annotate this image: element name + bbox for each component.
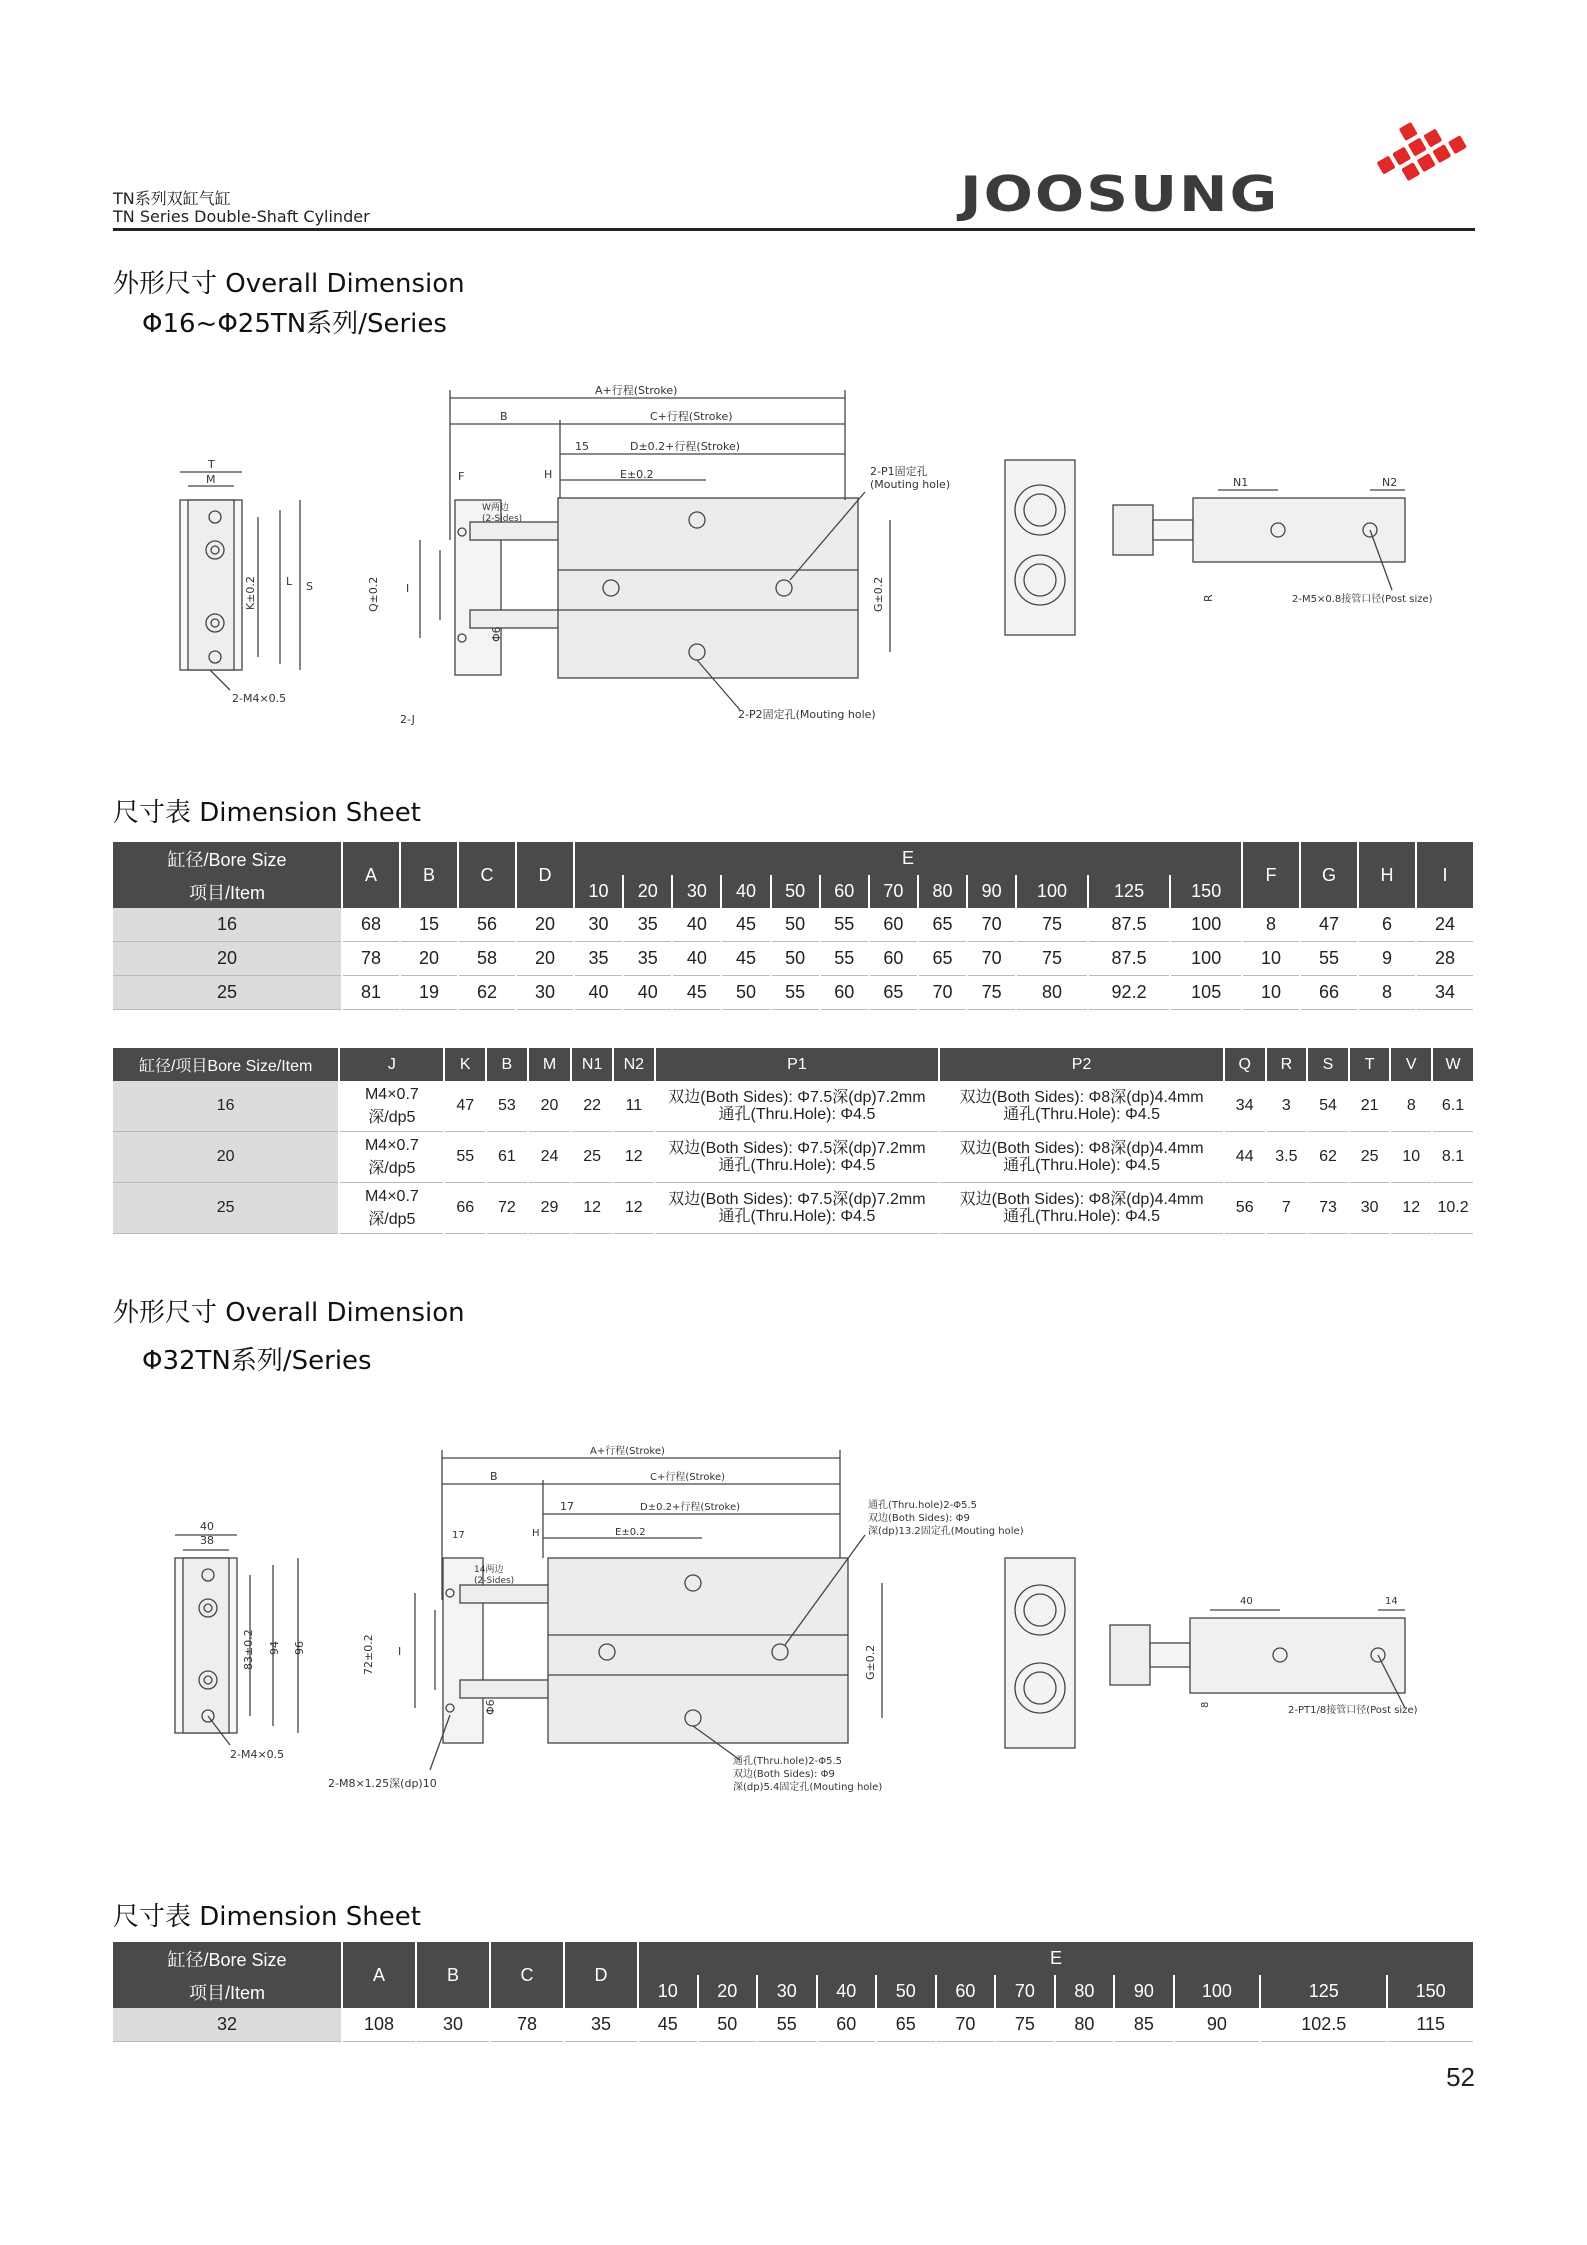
label-p1: 2-P1固定孔 bbox=[870, 465, 928, 478]
cell: 100 bbox=[1170, 942, 1242, 976]
j-cell bbox=[339, 1183, 444, 1234]
table3-title: 尺寸表 Dimension Sheet bbox=[113, 1902, 421, 1932]
col-g-header: G bbox=[1300, 842, 1358, 908]
p2-cell bbox=[939, 1183, 1224, 1234]
label-m8: 2-M8×1.25深(dp)10 bbox=[328, 1777, 437, 1790]
brand-logo-icon bbox=[1368, 108, 1478, 198]
col-header: P1 bbox=[655, 1048, 940, 1081]
cell: 20 bbox=[400, 942, 458, 976]
label-e: E±0.2 bbox=[620, 468, 654, 481]
label-m4: 2-M4×0.5 bbox=[232, 692, 287, 705]
cell: 65 bbox=[876, 2008, 936, 2042]
j-cell bbox=[339, 1132, 444, 1183]
cell: 66 bbox=[1300, 976, 1358, 1010]
p1-cell bbox=[655, 1132, 940, 1183]
cell: 56 bbox=[458, 908, 516, 942]
label-a-stroke: A+行程(Stroke) bbox=[595, 384, 678, 397]
cell: 7 bbox=[1266, 1183, 1308, 1234]
cell: 70 bbox=[967, 908, 1016, 942]
cell: 10 bbox=[1242, 976, 1300, 1010]
e-stroke-header: 60 bbox=[820, 875, 869, 908]
col-header: M bbox=[528, 1048, 572, 1081]
cell: 75 bbox=[995, 2008, 1055, 2042]
cell: 35 bbox=[574, 942, 623, 976]
cell: 55 bbox=[820, 908, 869, 942]
e-stroke-header: 70 bbox=[995, 1975, 1055, 2008]
label-96: 96 bbox=[293, 1641, 306, 1655]
col-header: B bbox=[486, 1048, 528, 1081]
col-header: K bbox=[444, 1048, 486, 1081]
cell: 54 bbox=[1307, 1081, 1349, 1132]
cell: 10.2 bbox=[1432, 1183, 1474, 1234]
col-c-header: C bbox=[490, 1942, 564, 2008]
label-15: 15 bbox=[575, 440, 589, 453]
cell: 55 bbox=[757, 2008, 817, 2042]
cell: 35 bbox=[564, 2008, 638, 2042]
e-stroke-header: 40 bbox=[721, 875, 770, 908]
cell: 40 bbox=[623, 976, 672, 1010]
col-e-header: E bbox=[638, 1942, 1474, 1975]
cell: 45 bbox=[638, 2008, 698, 2042]
series-title bbox=[113, 190, 370, 226]
label-40: 40 bbox=[200, 1520, 214, 1533]
cell: 28 bbox=[1416, 942, 1474, 976]
e-stroke-header: 50 bbox=[771, 875, 820, 908]
cell: 65 bbox=[869, 976, 918, 1010]
header-rule bbox=[113, 228, 1475, 231]
p1-line2: 通孔(Thru.Hole): Φ4.5 bbox=[718, 1208, 876, 1225]
col-header: J bbox=[339, 1048, 444, 1081]
dimension-table-16-25 bbox=[113, 842, 1475, 1010]
p1-line2: 通孔(Thru.Hole): Φ4.5 bbox=[718, 1106, 876, 1123]
cell: 58 bbox=[458, 942, 516, 976]
label-r14: 14 bbox=[1385, 1596, 1398, 1607]
e-stroke-header: 10 bbox=[574, 875, 623, 908]
label-j: 2-J bbox=[400, 713, 415, 726]
label-m4: 2-M4×0.5 bbox=[230, 1748, 285, 1761]
cell: 60 bbox=[869, 942, 918, 976]
cell: 12 bbox=[1390, 1183, 1432, 1234]
cell: 29 bbox=[528, 1183, 572, 1234]
label-a-stroke: A+行程(Stroke) bbox=[590, 1446, 665, 1457]
label-phi6: Φ6 bbox=[490, 626, 503, 642]
cell: 78 bbox=[342, 942, 400, 976]
label-top1: 通孔(Thru.hole)2-Φ5.5 bbox=[868, 1500, 978, 1511]
bore-cell: 20 bbox=[113, 942, 342, 976]
p2-line1: 双边(Both Sides): Φ8深(dp)4.4mm bbox=[959, 1191, 1204, 1208]
table-row bbox=[113, 976, 1474, 1010]
top-view-right bbox=[1113, 490, 1405, 590]
label-17b: 17 bbox=[452, 1530, 465, 1541]
cell: 44 bbox=[1224, 1132, 1266, 1183]
cell: 55 bbox=[771, 976, 820, 1010]
cell: 72 bbox=[486, 1183, 528, 1234]
p2-line1: 双边(Both Sides): Φ8深(dp)4.4mm bbox=[959, 1089, 1204, 1106]
cell: 35 bbox=[623, 942, 672, 976]
table-row bbox=[113, 1132, 1474, 1183]
cell: 60 bbox=[817, 2008, 877, 2042]
cell: 45 bbox=[721, 908, 770, 942]
cell: 19 bbox=[400, 976, 458, 1010]
label-p2: 2-P2固定孔(Mouting hole) bbox=[738, 708, 876, 721]
cell: 70 bbox=[967, 942, 1016, 976]
e-stroke-header: 80 bbox=[1055, 1975, 1115, 2008]
col-header: S bbox=[1307, 1048, 1349, 1081]
section2-subtitle: Φ32TN系列/Series bbox=[142, 1346, 372, 1376]
col-b-header: B bbox=[416, 1942, 490, 2008]
e-stroke-header: 90 bbox=[967, 875, 1016, 908]
e-stroke-header: 20 bbox=[623, 875, 672, 908]
item-header: 项目/Item bbox=[113, 875, 342, 908]
cell: 34 bbox=[1416, 976, 1474, 1010]
cell: 20 bbox=[528, 1081, 572, 1132]
cell: 3 bbox=[1266, 1081, 1308, 1132]
front-view bbox=[420, 390, 890, 710]
cell: 60 bbox=[869, 908, 918, 942]
cell: 24 bbox=[528, 1132, 572, 1183]
e-stroke-header: 50 bbox=[876, 1975, 936, 2008]
cell: 78 bbox=[490, 2008, 564, 2042]
j-line1: M4×0.7 bbox=[364, 1085, 419, 1103]
cell: 60 bbox=[820, 976, 869, 1010]
cell: 102.5 bbox=[1260, 2008, 1387, 2042]
cell: 55 bbox=[820, 942, 869, 976]
e-stroke-header: 100 bbox=[1174, 1975, 1261, 2008]
col-header: 缸径/项目Bore Size/Item bbox=[113, 1048, 339, 1081]
cell: 62 bbox=[1307, 1132, 1349, 1183]
label-i: I bbox=[406, 582, 410, 595]
bore-cell: 25 bbox=[113, 1183, 339, 1234]
label-r40: 40 bbox=[1240, 1596, 1253, 1607]
cell: 61 bbox=[486, 1132, 528, 1183]
label-c-stroke: C+行程(Stroke) bbox=[650, 1472, 726, 1483]
label-w-sides2: (2-Sides) bbox=[482, 514, 523, 524]
label-bot2: 双边(Both Sides): Φ9 bbox=[733, 1769, 835, 1780]
label-n2: N2 bbox=[1382, 476, 1398, 489]
cell: 70 bbox=[918, 976, 967, 1010]
item-header: 项目/Item bbox=[113, 1975, 342, 2008]
label-top3: 深(dp)13.2固定孔(Mouting hole) bbox=[868, 1526, 1024, 1537]
cell: 20 bbox=[516, 908, 574, 942]
label-b: B bbox=[500, 410, 508, 423]
cell: 80 bbox=[1016, 976, 1087, 1010]
col-header: V bbox=[1390, 1048, 1432, 1081]
cell: 10 bbox=[1390, 1132, 1432, 1183]
p2-cell bbox=[939, 1081, 1224, 1132]
label-pt: 2-PT1/8接管口径(Post size) bbox=[1288, 1705, 1418, 1716]
label-m5: 2-M5×0.8接管口径(Post size) bbox=[1292, 594, 1433, 605]
label-g: G±0.2 bbox=[872, 576, 885, 612]
label-h: H bbox=[532, 1528, 540, 1539]
cell: 8 bbox=[1358, 976, 1416, 1010]
cell: 87.5 bbox=[1088, 908, 1171, 942]
cell: 25 bbox=[1349, 1132, 1391, 1183]
page-number: 52 bbox=[1446, 2062, 1475, 2092]
col-header: Q bbox=[1224, 1048, 1266, 1081]
cell: 6 bbox=[1358, 908, 1416, 942]
cell: 75 bbox=[1016, 908, 1087, 942]
label-14-sides: 14两边 bbox=[474, 1565, 504, 1575]
label-top2: 双边(Both Sides): Φ9 bbox=[868, 1513, 970, 1524]
e-stroke-header: 20 bbox=[698, 1975, 758, 2008]
cell: 45 bbox=[721, 942, 770, 976]
cell: 40 bbox=[574, 976, 623, 1010]
table-row bbox=[113, 1183, 1474, 1234]
p2-line2: 通孔(Thru.Hole): Φ4.5 bbox=[1003, 1208, 1160, 1225]
bore-cell: 16 bbox=[113, 908, 342, 942]
label-94: 94 bbox=[268, 1641, 281, 1655]
label-l: L bbox=[286, 575, 293, 588]
cell: 56 bbox=[1224, 1183, 1266, 1234]
label-q: Q±0.2 bbox=[367, 576, 380, 612]
series-title-cn: TN系列双缸气缸 bbox=[113, 189, 231, 208]
cell: 50 bbox=[698, 2008, 758, 2042]
p1-line1: 双边(Both Sides): Φ7.5深(dp)7.2mm bbox=[668, 1191, 926, 1208]
label-phi6: Φ6 bbox=[484, 1699, 497, 1715]
label-p1b: (Mouting hole) bbox=[870, 478, 951, 491]
e-stroke-header: 125 bbox=[1260, 1975, 1387, 2008]
label-83: 83±0.2 bbox=[242, 1629, 255, 1670]
cell: 30 bbox=[516, 976, 574, 1010]
label-w-sides: W两边 bbox=[482, 503, 509, 513]
label-m: M bbox=[206, 473, 216, 486]
p2-line1: 双边(Both Sides): Φ8深(dp)4.4mm bbox=[959, 1140, 1204, 1157]
cell: 35 bbox=[623, 908, 672, 942]
p2-cell bbox=[939, 1132, 1224, 1183]
label-d-stroke: D±0.2+行程(Stroke) bbox=[640, 1502, 741, 1513]
label-r8: 8 bbox=[1200, 1701, 1211, 1708]
cell: 68 bbox=[342, 908, 400, 942]
j-line1: M4×0.7 bbox=[364, 1187, 419, 1205]
label-s: S bbox=[306, 580, 313, 593]
cell: 50 bbox=[721, 976, 770, 1010]
table-row bbox=[113, 1081, 1474, 1132]
cell: 47 bbox=[444, 1081, 486, 1132]
cell: 53 bbox=[486, 1081, 528, 1132]
section1-title: 外形尺寸 Overall Dimension bbox=[113, 269, 465, 299]
e-stroke-header: 80 bbox=[918, 875, 967, 908]
col-c-header: C bbox=[458, 842, 516, 908]
label-c-stroke: C+行程(Stroke) bbox=[650, 410, 733, 423]
end-view bbox=[1005, 460, 1075, 635]
col-header: W bbox=[1432, 1048, 1474, 1081]
cell: 50 bbox=[771, 942, 820, 976]
label-r: R bbox=[1202, 594, 1215, 602]
cell: 34 bbox=[1224, 1081, 1266, 1132]
col-b-header: B bbox=[400, 842, 458, 908]
cell: 10 bbox=[1242, 942, 1300, 976]
col-header: N2 bbox=[613, 1048, 655, 1081]
dimension-table-32 bbox=[113, 1942, 1475, 2042]
side-view-left bbox=[175, 1535, 298, 1745]
cell: 70 bbox=[936, 2008, 996, 2042]
col-a-header: A bbox=[342, 842, 400, 908]
label-17a: 17 bbox=[560, 1500, 574, 1513]
col-e-header: E bbox=[574, 842, 1242, 875]
top-view-right bbox=[1110, 1610, 1405, 1708]
cell: 47 bbox=[1300, 908, 1358, 942]
table-row bbox=[113, 942, 1474, 976]
cell: 12 bbox=[613, 1183, 655, 1234]
cell: 11 bbox=[613, 1081, 655, 1132]
drawing-16-25 bbox=[170, 380, 1460, 740]
bore-size-header: 缸径/Bore Size bbox=[113, 1942, 342, 1975]
cell: 55 bbox=[1300, 942, 1358, 976]
label-t: T bbox=[208, 458, 215, 471]
p2-line2: 通孔(Thru.Hole): Φ4.5 bbox=[1003, 1157, 1160, 1174]
bore-cell: 32 bbox=[113, 2008, 342, 2042]
cell: 6.1 bbox=[1432, 1081, 1474, 1132]
cell: 55 bbox=[444, 1132, 486, 1183]
cell: 15 bbox=[400, 908, 458, 942]
cell: 30 bbox=[574, 908, 623, 942]
label-h: H bbox=[544, 468, 553, 481]
label-bot1: 通孔(Thru.hole)2-Φ5.5 bbox=[733, 1756, 843, 1767]
label-14-sides2: (2-Sides) bbox=[474, 1576, 515, 1586]
j-line2: 深/dp5 bbox=[368, 1159, 416, 1177]
table-row bbox=[113, 2008, 1474, 2042]
label-n1: N1 bbox=[1233, 476, 1249, 489]
bore-cell: 20 bbox=[113, 1132, 339, 1183]
col-header: N1 bbox=[571, 1048, 613, 1081]
label-bot3: 深(dp)5.4固定孔(Mouting hole) bbox=[733, 1782, 883, 1793]
col-d-header: D bbox=[516, 842, 574, 908]
e-stroke-header: 150 bbox=[1387, 1975, 1474, 2008]
bore-cell: 25 bbox=[113, 976, 342, 1010]
cell: 90 bbox=[1174, 2008, 1261, 2042]
cell: 40 bbox=[672, 908, 721, 942]
e-stroke-header: 150 bbox=[1170, 875, 1242, 908]
cell: 87.5 bbox=[1088, 942, 1171, 976]
col-header: R bbox=[1266, 1048, 1308, 1081]
label-g: G±0.2 bbox=[864, 1644, 877, 1680]
cell: 66 bbox=[444, 1183, 486, 1234]
table-row bbox=[113, 908, 1474, 942]
cell: 81 bbox=[342, 976, 400, 1010]
p1-cell bbox=[655, 1183, 940, 1234]
drawing-32 bbox=[160, 1440, 1460, 1810]
cell: 105 bbox=[1170, 976, 1242, 1010]
cell: 75 bbox=[1016, 942, 1087, 976]
cell: 8 bbox=[1390, 1081, 1432, 1132]
e-stroke-header: 90 bbox=[1114, 1975, 1174, 2008]
col-i-header: I bbox=[1416, 842, 1474, 908]
label-i: I bbox=[398, 1645, 402, 1658]
cell: 50 bbox=[771, 908, 820, 942]
p1-cell bbox=[655, 1081, 940, 1132]
e-stroke-header: 60 bbox=[936, 1975, 996, 2008]
cell: 12 bbox=[571, 1183, 613, 1234]
col-header: P2 bbox=[939, 1048, 1224, 1081]
label-f: F bbox=[458, 470, 465, 483]
col-header: T bbox=[1349, 1048, 1391, 1081]
e-stroke-header: 125 bbox=[1088, 875, 1171, 908]
cell: 8 bbox=[1242, 908, 1300, 942]
cell: 100 bbox=[1170, 908, 1242, 942]
label-e: E±0.2 bbox=[615, 1527, 646, 1538]
j-line2: 深/dp5 bbox=[368, 1108, 416, 1126]
col-f-header: F bbox=[1242, 842, 1300, 908]
col-a-header: A bbox=[342, 1942, 416, 2008]
e-stroke-header: 10 bbox=[638, 1975, 698, 2008]
cell: 25 bbox=[571, 1132, 613, 1183]
cell: 45 bbox=[672, 976, 721, 1010]
side-view-left bbox=[180, 472, 300, 690]
label-k: K±0.2 bbox=[244, 576, 257, 610]
j-line2: 深/dp5 bbox=[368, 1210, 416, 1228]
p1-line1: 双边(Both Sides): Φ7.5深(dp)7.2mm bbox=[668, 1140, 926, 1157]
series-title-en: TN Series Double-Shaft Cylinder bbox=[113, 207, 370, 226]
cell: 8.1 bbox=[1432, 1132, 1474, 1183]
bore-cell: 16 bbox=[113, 1081, 339, 1132]
cell: 73 bbox=[1307, 1183, 1349, 1234]
p2-line2: 通孔(Thru.Hole): Φ4.5 bbox=[1003, 1106, 1160, 1123]
cell: 75 bbox=[967, 976, 1016, 1010]
section1-subtitle: Φ16~Φ25TN系列/Series bbox=[142, 309, 447, 339]
table1-title: 尺寸表 Dimension Sheet bbox=[113, 798, 421, 828]
e-stroke-header: 100 bbox=[1016, 875, 1087, 908]
cell: 62 bbox=[458, 976, 516, 1010]
cell: 20 bbox=[516, 942, 574, 976]
p1-line1: 双边(Both Sides): Φ7.5深(dp)7.2mm bbox=[668, 1089, 926, 1106]
cell: 115 bbox=[1387, 2008, 1474, 2042]
cell: 40 bbox=[672, 942, 721, 976]
label-72: 72±0.2 bbox=[362, 1634, 375, 1675]
cell: 65 bbox=[918, 908, 967, 942]
section2-title: 外形尺寸 Overall Dimension bbox=[113, 1298, 465, 1328]
j-line1: M4×0.7 bbox=[364, 1136, 419, 1154]
cell: 30 bbox=[416, 2008, 490, 2042]
dimension-table-j-w bbox=[113, 1048, 1475, 1234]
cell: 24 bbox=[1416, 908, 1474, 942]
front-view bbox=[415, 1450, 882, 1770]
cell: 30 bbox=[1349, 1183, 1391, 1234]
cell: 108 bbox=[342, 2008, 416, 2042]
cell: 65 bbox=[918, 942, 967, 976]
e-stroke-header: 40 bbox=[817, 1975, 877, 2008]
col-d-header: D bbox=[564, 1942, 638, 2008]
cell: 92.2 bbox=[1088, 976, 1171, 1010]
cell: 21 bbox=[1349, 1081, 1391, 1132]
label-b: B bbox=[490, 1470, 498, 1483]
j-cell bbox=[339, 1081, 444, 1132]
e-stroke-header: 70 bbox=[869, 875, 918, 908]
cell: 3.5 bbox=[1266, 1132, 1308, 1183]
label-d-stroke: D±0.2+行程(Stroke) bbox=[630, 440, 741, 453]
cell: 22 bbox=[571, 1081, 613, 1132]
cell: 12 bbox=[613, 1132, 655, 1183]
cell: 85 bbox=[1114, 2008, 1174, 2042]
e-stroke-header: 30 bbox=[672, 875, 721, 908]
col-h-header: H bbox=[1358, 842, 1416, 908]
e-stroke-header: 30 bbox=[757, 1975, 817, 2008]
end-view bbox=[1005, 1558, 1075, 1748]
label-38: 38 bbox=[200, 1534, 214, 1547]
bore-size-header: 缸径/Bore Size bbox=[113, 842, 342, 875]
cell: 9 bbox=[1358, 942, 1416, 976]
cell: 80 bbox=[1055, 2008, 1115, 2042]
p1-line2: 通孔(Thru.Hole): Φ4.5 bbox=[718, 1157, 876, 1174]
brand-name: JOOSUNG bbox=[960, 165, 1280, 223]
